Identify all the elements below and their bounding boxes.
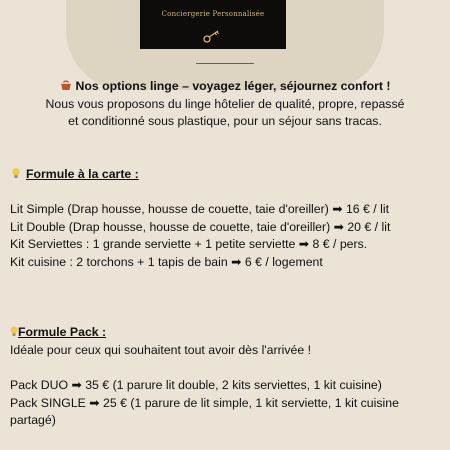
intro-line-1: Nous vous proposons du linge hôtelier de qualité, propre, repassé (45, 96, 405, 111)
pack-single-line-2: partagé) (10, 413, 56, 427)
carte-item-kit-cuisine: Kit cuisine : 2 torchons + 1 tapis de bain ➡ 6 € / logement (10, 254, 323, 269)
lightbulb-icon (10, 167, 22, 179)
pack-subtitle: Idéale pour ceux qui souhaitent tout avoir dès l'arrivée ! (10, 342, 312, 357)
key-icon (203, 29, 221, 48)
logo-text: Conciergerie Personnalisée (161, 10, 265, 18)
carte-item-kit-serviettes: Kit Serviettes : 1 grande serviette + 1 petite serviette ➡ 8 € / pers. (10, 237, 368, 251)
document-body (10, 78, 440, 430)
pack-single-line-1: Pack SINGLE ➡ 25 € (1 parure de lit simple, 1 kit serviette, 1 kit cuisine (10, 395, 399, 410)
pack-title (10, 324, 440, 342)
basket-icon (60, 79, 72, 91)
intro-line-2: et conditionné sous plastique, pour un séjour sans tracas. (68, 114, 382, 128)
carte-item-lit-double: Lit Double (Drap housse, housse de couette, taie d'oreiller) ➡ 20 € / lit (10, 219, 391, 234)
lightbulb-icon (10, 325, 18, 337)
carte-item-lit-simple: Lit Simple (Drap housse, housse de couette, taie d'oreiller) ➡ 16 € / lit (10, 202, 390, 216)
pack-title-text: Formule Pack : (18, 325, 107, 339)
carte-title (10, 166, 440, 184)
intro-heading-text: Nos options linge – voyagez léger, séjournez confort ! (75, 79, 391, 93)
pack-duo: Pack DUO ➡ 35 € (1 parure lit double, 2 kits serviettes, 1 kit cuisine) (10, 378, 382, 392)
divider (196, 63, 254, 64)
intro-heading (10, 78, 440, 96)
carte-title-text: Formule à la carte : (26, 166, 139, 181)
